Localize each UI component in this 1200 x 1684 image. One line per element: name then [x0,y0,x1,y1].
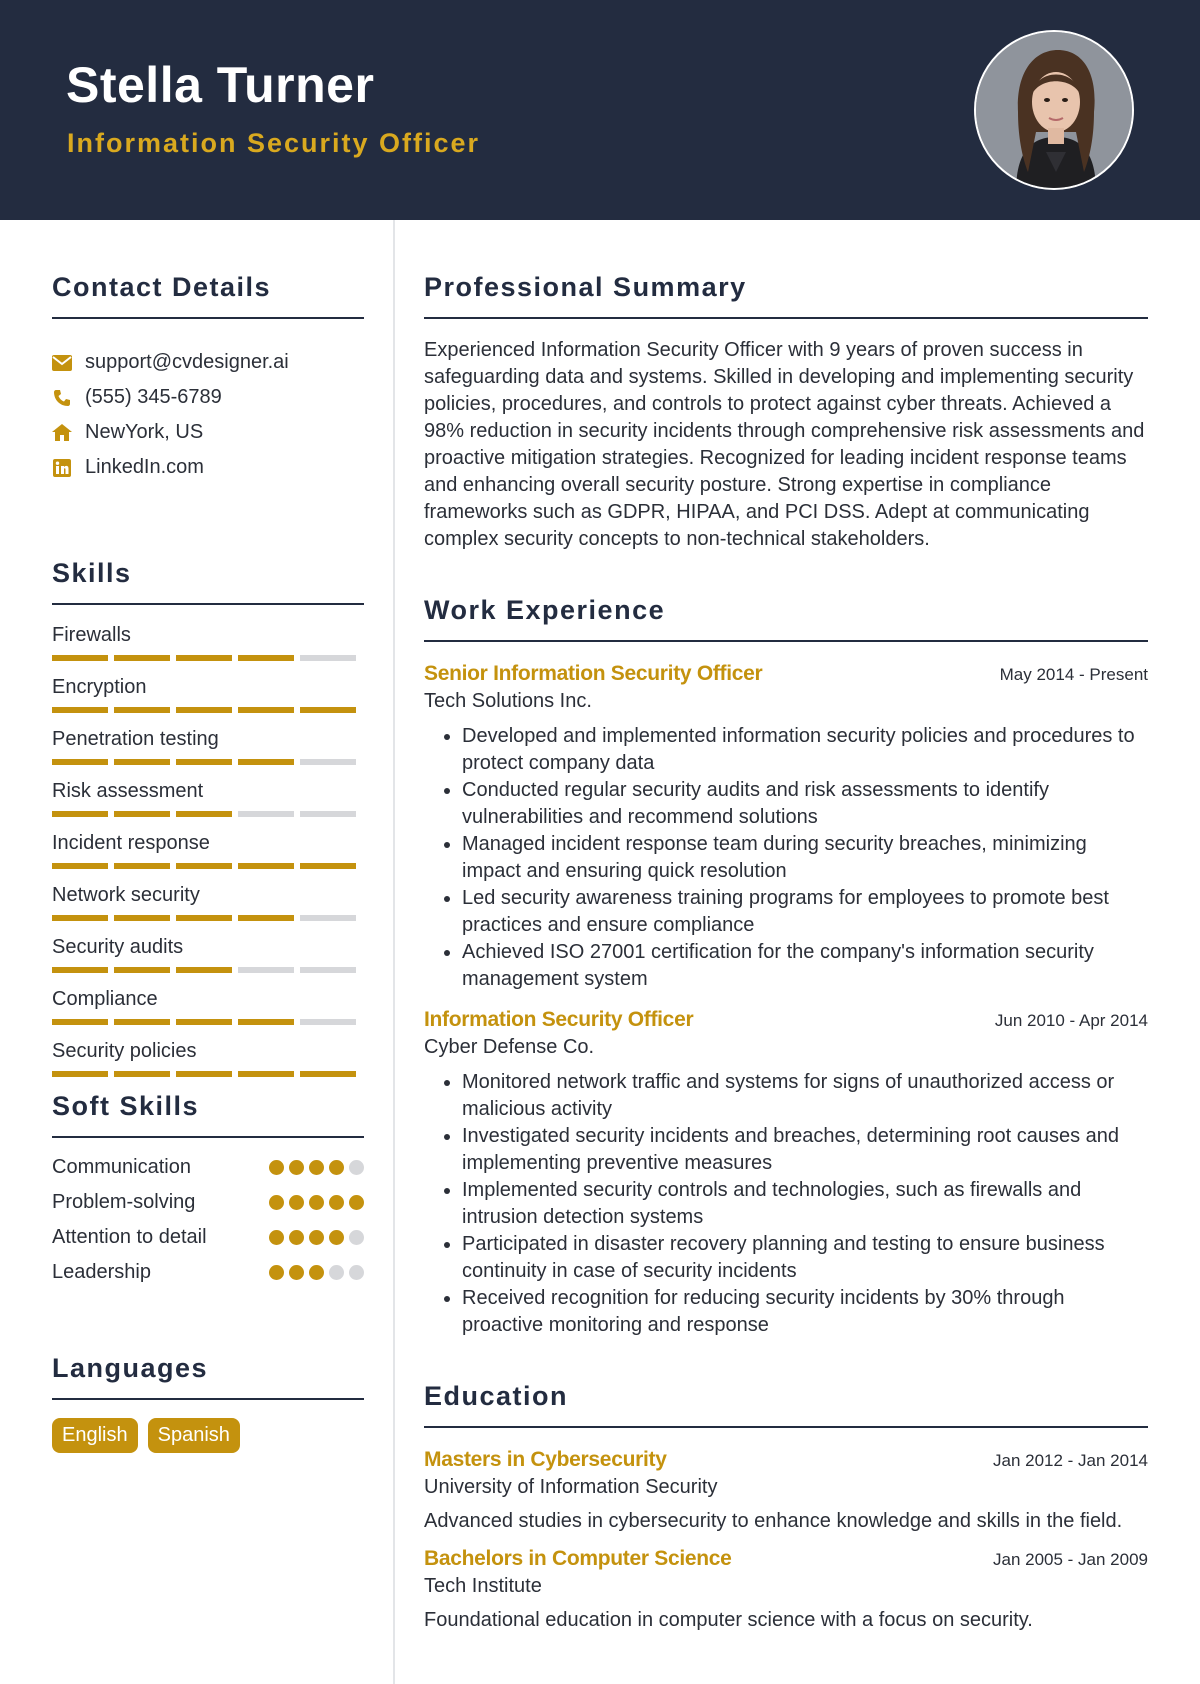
soft-skills-heading: Soft Skills [52,1091,364,1138]
candidate-name: Stella Turner [66,57,375,113]
skill-level-segment [52,655,108,661]
skill-level-segment [238,1019,294,1025]
contact-list [52,345,364,485]
summary-heading: Professional Summary [424,272,1148,319]
job-bullets [424,1069,1148,1339]
job-bullet: • Led security awareness training programs for employees to promote best practices and ensure compliance [462,885,1148,939]
skill-level-segment [300,811,356,817]
soft-skill-item [52,1185,364,1220]
rating-dot [329,1160,344,1175]
skill-level-segment [114,655,170,661]
rating-dot [349,1230,364,1245]
skill-level-segment [238,915,294,921]
skill-item [52,1037,364,1077]
profile-portrait-icon [976,32,1134,190]
skill-level-segment [300,759,356,765]
language-chip: English [52,1418,138,1453]
skill-item [52,725,364,765]
skill-level-segment [176,1071,232,1077]
soft-skill-item [52,1220,364,1255]
job-bullet: • Monitored network traffic and systems for signs of unauthorized access or malicious activity [462,1069,1148,1123]
education-entry [424,1448,1148,1535]
rating-dot [329,1265,344,1280]
rating-dot [349,1160,364,1175]
job-bullet: • Implemented security controls and technologies, such as firewalls and intrusion detection systems [462,1177,1148,1231]
skill-level-segment [238,1071,294,1077]
soft-skill-name: Problem-solving [52,1191,196,1213]
contact-location [52,415,364,450]
rating-dot [329,1230,344,1245]
education-description: Advanced studies in cybersecurity to enhance knowledge and skills in the field. [424,1510,1123,1532]
skill-level-segment [300,1019,356,1025]
languages-list [52,1418,364,1453]
skill-level-segment [52,759,108,765]
soft-skill-rating [269,1160,364,1175]
job-company: Tech Solutions Inc. [424,690,592,712]
rating-dot [309,1265,324,1280]
skill-level-segment [300,707,356,713]
skill-name: Compliance [52,988,158,1010]
job-entry [424,662,1148,993]
skill-level-segment [52,1071,108,1077]
rating-dot [309,1195,324,1210]
languages-section [52,1353,364,1453]
skill-level-segment [238,759,294,765]
skill-level-segment [52,967,108,973]
skill-level-segment [238,707,294,713]
job-bullet: • Investigated security incidents and breaches, determining root causes and implementing preventive measures [462,1123,1148,1177]
skill-level-segment [238,655,294,661]
skill-name: Penetration testing [52,728,219,750]
soft-skills-list [52,1150,364,1290]
skill-level-segment [176,863,232,869]
job-bullets [424,723,1148,993]
contact-email-text: support@cvdesigner.ai [85,351,289,373]
skill-name: Incident response [52,832,210,854]
skill-name: Security policies [52,1040,197,1062]
rating-dot [289,1265,304,1280]
skill-level-segment [52,811,108,817]
contact-linkedin[interactable] [52,450,364,485]
education-school: University of Information Security [424,1476,718,1498]
job-dates: Jun 2010 - Apr 2014 [994,1011,1148,1030]
job-bullet: • Achieved ISO 27001 certification for the company's information security management system [462,939,1148,993]
linkedin-icon [52,458,72,478]
education-school: Tech Institute [424,1575,542,1597]
skill-item [52,881,364,921]
column-divider [393,220,395,1684]
skill-level-bar [52,1071,364,1077]
skill-level-segment [300,1071,356,1077]
skill-level-segment [300,915,356,921]
skill-level-bar [52,707,364,713]
skill-level-bar [52,1019,364,1025]
job-dates: May 2014 - Present [999,665,1148,684]
skill-item [52,985,364,1025]
job-role: Senior Information Security Officer [424,662,763,685]
skill-level-segment [300,967,356,973]
rating-dot [269,1160,284,1175]
skill-level-segment [114,863,170,869]
skill-level-segment [238,967,294,973]
rating-dot [329,1195,344,1210]
main-column [424,220,1148,1634]
skill-level-segment [114,967,170,973]
skill-level-segment [176,707,232,713]
skill-level-segment [238,863,294,869]
soft-skill-item [52,1255,364,1290]
skill-level-segment [176,655,232,661]
rating-dot [289,1195,304,1210]
skills-section [52,558,364,1077]
skill-item [52,829,364,869]
contact-location-text: NewYork, US [85,421,204,443]
skill-name: Firewalls [52,624,131,646]
education-section [424,1381,1148,1634]
contact-email[interactable] [52,345,364,380]
soft-skill-rating [269,1195,364,1210]
rating-dot [269,1230,284,1245]
skill-name: Network security [52,884,200,906]
skill-level-segment [238,811,294,817]
skill-level-segment [114,811,170,817]
job-role: Information Security Officer [424,1008,694,1031]
job-bullet: • Developed and implemented information security policies and procedures to protect company data [462,723,1148,777]
contact-phone[interactable] [52,380,364,415]
home-icon [52,423,72,443]
skill-level-segment [176,967,232,973]
contact-heading: Contact Details [52,272,364,319]
resume-header [0,0,1200,220]
skill-level-segment [114,759,170,765]
skill-level-segment [176,759,232,765]
rating-dot [289,1160,304,1175]
skill-level-bar [52,759,364,765]
job-company: Cyber Defense Co. [424,1036,595,1058]
skills-heading: Skills [52,558,364,605]
rating-dot [289,1230,304,1245]
skill-level-segment [300,655,356,661]
skill-level-segment [176,915,232,921]
experience-section [424,595,1148,1339]
contact-linkedin-text: LinkedIn.com [85,456,204,478]
skill-level-segment [114,707,170,713]
skill-level-bar [52,655,364,661]
skills-list [52,621,364,1077]
skill-level-segment [300,863,356,869]
skill-level-segment [52,707,108,713]
sidebar [52,220,364,1453]
soft-skill-name: Leadership [52,1261,151,1283]
skill-level-segment [176,1019,232,1025]
skill-level-segment [114,1071,170,1077]
job-bullet: • Participated in disaster recovery planning and testing to ensure business continuity in case of security incidents [462,1231,1148,1285]
education-header [424,1448,1148,1472]
rating-dot [309,1160,324,1175]
job-bullet: • Conducted regular security audits and risk assessments to identify vulnerabilities and recommend solutions [462,777,1148,831]
education-entry [424,1547,1148,1634]
soft-skill-rating [269,1265,364,1280]
skill-level-bar [52,811,364,817]
summary-text: Experienced Information Security Officer with 9 years of proven success in safeguarding data and systems. Skilled in developing and implementing security policies, procedures, and controls to protect against cyber threats. Achieved a 98% reduction in security incidents through comprehensive risk assessments and proactive mitigation strategies. Recognized for leading incident response teams and enhancing overall security posture. Strong expertise in compliance frameworks such as GDPR, HIPAA, and PCI DSS. Adept at communicating complex security concepts to non-technical stakeholders. [424,339,1145,550]
languages-heading: Languages [52,1353,364,1400]
soft-skill-rating [269,1230,364,1245]
rating-dot [309,1230,324,1245]
skill-level-segment [52,915,108,921]
rating-dot [269,1195,284,1210]
skill-level-bar [52,863,364,869]
skill-level-segment [176,811,232,817]
job-bullet: • Managed incident response team during security breaches, minimizing impact and ensuring quick resolution [462,831,1148,885]
rating-dot [349,1195,364,1210]
education-dates: Jan 2005 - Jan 2009 [992,1550,1148,1569]
experience-heading: Work Experience [424,595,1148,642]
profile-photo [974,30,1134,190]
education-degree: Masters in Cybersecurity [424,1448,667,1471]
job-entry [424,1008,1148,1339]
job-header [424,1008,1148,1032]
skill-level-segment [52,863,108,869]
skill-item [52,621,364,661]
soft-skill-name: Communication [52,1156,191,1178]
skill-level-bar [52,967,364,973]
job-bullet: • Received recognition for reducing security incidents by 30% through proactive monitoring and response [462,1285,1148,1339]
summary-section [424,272,1148,553]
education-header [424,1547,1148,1571]
soft-skill-item [52,1150,364,1185]
envelope-icon [52,353,72,373]
skill-level-bar [52,915,364,921]
skill-name: Security audits [52,936,184,958]
skill-item [52,673,364,713]
skill-item [52,777,364,817]
soft-skill-name: Attention to detail [52,1226,207,1248]
job-header [424,662,1148,686]
education-description: Foundational education in computer science with a focus on security. [424,1609,1033,1631]
language-chip: Spanish [148,1418,240,1453]
contact-section [52,272,364,485]
education-heading: Education [424,1381,1148,1428]
skill-level-segment [114,915,170,921]
education-degree: Bachelors in Computer Science [424,1547,732,1570]
rating-dot [269,1265,284,1280]
contact-phone-text: (555) 345-6789 [85,386,222,408]
skill-level-segment [114,1019,170,1025]
phone-icon [52,388,72,408]
skill-name: Encryption [52,676,147,698]
soft-skills-section [52,1091,364,1290]
skill-level-segment [52,1019,108,1025]
skill-item [52,933,364,973]
education-dates: Jan 2012 - Jan 2014 [992,1451,1148,1470]
rating-dot [349,1265,364,1280]
candidate-title: Information Security Officer [67,128,481,158]
skill-name: Risk assessment [52,780,204,802]
